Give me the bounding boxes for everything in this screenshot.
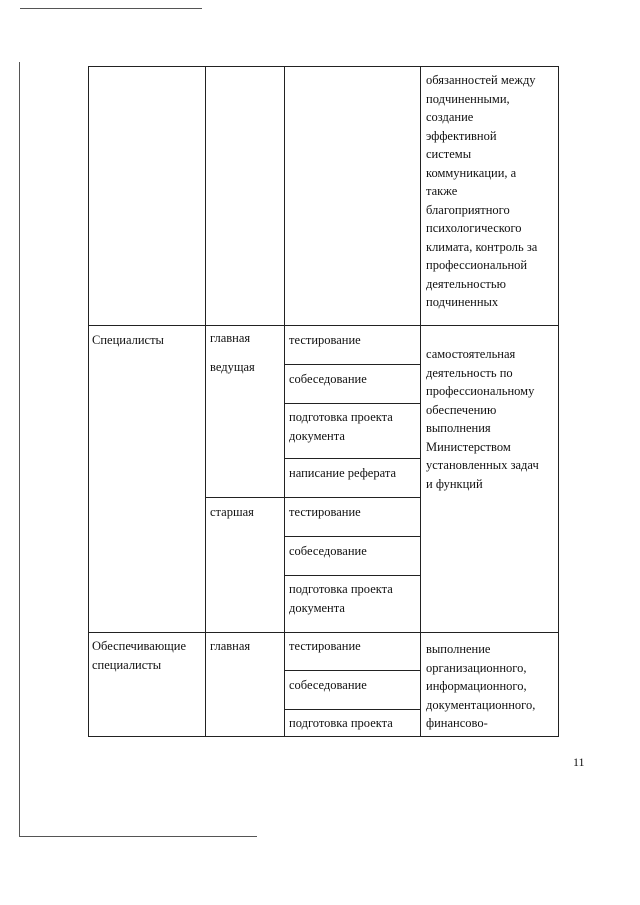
table-border-top bbox=[88, 66, 559, 67]
table-col-divider-2 bbox=[284, 66, 285, 737]
test-item: подготовка проекта документа bbox=[289, 410, 393, 443]
group-main-lead: главная ведущая bbox=[210, 331, 255, 374]
page-number: 11 bbox=[573, 755, 585, 769]
table-border-bottom bbox=[88, 736, 559, 737]
test-item: тестирование bbox=[289, 333, 361, 347]
test-divider bbox=[284, 403, 420, 404]
test-item: подготовка проекта bbox=[289, 716, 393, 730]
test-divider bbox=[284, 536, 420, 537]
category-specialists: Специалисты bbox=[92, 333, 164, 347]
scan-border-bottom bbox=[19, 836, 257, 837]
duties-text-support: выполнение организационного, информационного, документационного, финансово- bbox=[426, 642, 536, 730]
table-col-divider-3 bbox=[420, 66, 421, 737]
test-item: тестирование bbox=[289, 505, 361, 519]
test-item: собеседование bbox=[289, 544, 367, 558]
test-item: тестирование bbox=[289, 639, 361, 653]
test-divider bbox=[284, 575, 420, 576]
table-border-right bbox=[558, 66, 559, 737]
test-item: собеседование bbox=[289, 678, 367, 692]
test-divider bbox=[284, 709, 420, 710]
table-col-divider-1 bbox=[205, 66, 206, 737]
group-senior: старшая bbox=[210, 505, 254, 519]
duties-text-continued: обязанностей между подчиненными, создание эффективной системы коммуникации, а также благоприятного психологического климата, контроль за профессиональной деятельностью подчиненных bbox=[426, 73, 538, 309]
category-support-specialists: Обеспечивающие специалисты bbox=[92, 639, 187, 672]
test-item: собеседование bbox=[289, 372, 367, 386]
table-border-left bbox=[88, 66, 89, 737]
test-divider bbox=[284, 364, 420, 365]
test-divider bbox=[284, 670, 420, 671]
scan-border-top bbox=[20, 8, 202, 9]
row-divider-support bbox=[88, 632, 559, 633]
row-divider-specialists bbox=[88, 325, 559, 326]
duties-text-specialists: самостоятельная деятельность по профессиональному обеспечению выполнения Министерством установленных задач и функций bbox=[426, 347, 539, 491]
test-item: подготовка проекта документа bbox=[289, 582, 393, 615]
group-main: главная bbox=[210, 639, 251, 653]
test-item: написание реферата bbox=[289, 466, 396, 480]
test-divider bbox=[284, 458, 420, 459]
scan-border-left bbox=[19, 62, 20, 837]
group-divider-senior bbox=[205, 497, 420, 498]
